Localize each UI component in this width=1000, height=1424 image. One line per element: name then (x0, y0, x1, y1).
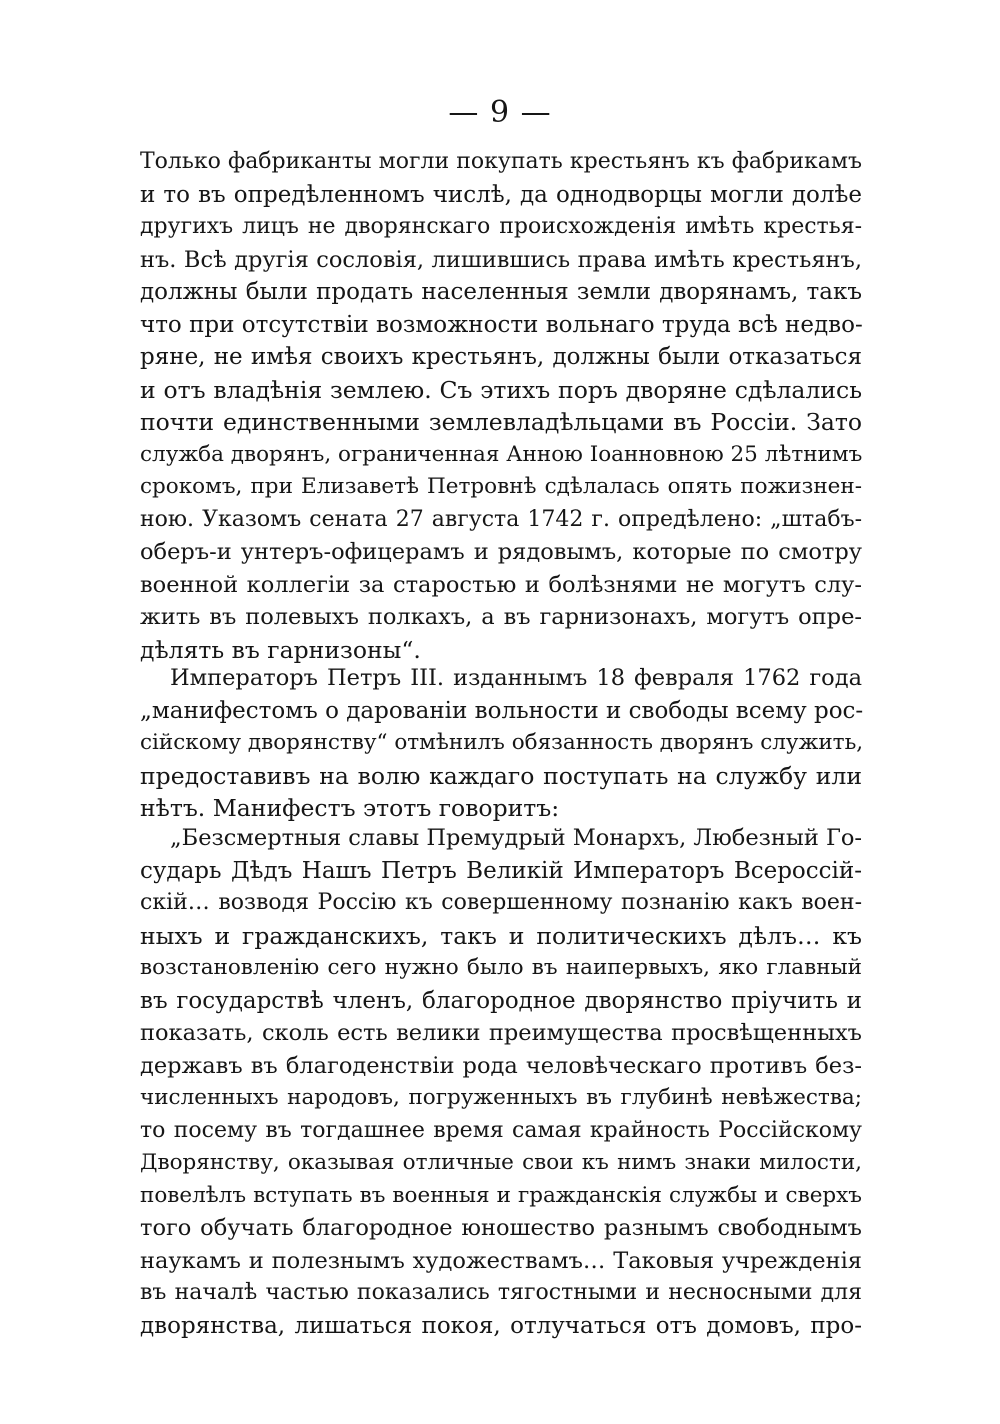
text-line: показать, сколь есть велики преимущества просвѣщенныхъ (140, 1020, 862, 1046)
text-line: наукамъ и полезнымъ художествамъ… Таковыя учрежденія (140, 1247, 862, 1274)
text-line: сійскому дворянству“ отмѣнилъ обязанность дворянъ служить, (140, 730, 864, 755)
paragraph-land-ownership (140, 146, 862, 666)
text-line: то посему въ тогдашнее время самая крайность Россійскому (140, 1117, 862, 1143)
text-line: должны были продать населенныя земли дворянамъ, такъ (140, 279, 862, 305)
text-line: Дворянству, оказывая отличные свои къ нимъ знаки милости, (140, 1150, 862, 1175)
text-line: въ государствѣ членъ, благородное дворянство пріучить и (140, 987, 862, 1014)
text-line: ною. Указомъ сената 27 августа 1742 г. опредѣлено: „штабъ- (140, 506, 862, 532)
text-line: Только фабриканты могли покупать крестьянъ къ фабрикамъ (140, 149, 862, 174)
text-line: нѣтъ. Манифестъ этотъ говоритъ: (140, 794, 560, 822)
text-line: предоставивъ на волю каждаго поступать на службу или (140, 761, 862, 790)
text-line: жить въ полевыхъ полкахъ, а въ гарнизонахъ, могутъ опре- (140, 604, 862, 630)
text-line: повелѣлъ вступать въ военныя и гражданскія службы и сверхъ (140, 1182, 862, 1208)
page-number: — 9 — (448, 95, 552, 130)
text-line: численныхъ народовъ, погруженныхъ въ глубинѣ невѣжества; (140, 1085, 862, 1110)
text-line: дворянства, лишаться покоя, отлучаться отъ домовъ, про- (140, 1312, 862, 1339)
paragraph-manifesto-quote (140, 822, 862, 1342)
text-line: военной коллегіи за старостью и болѣзнями не могутъ слу- (140, 571, 862, 598)
text-line: что при отсутствіи возможности вольнаго труда всѣ недво- (140, 311, 863, 338)
text-line: скій… возводя Россію къ совершенному познанію какъ воен- (140, 890, 862, 915)
paragraph-peter-iii-manifesto (140, 662, 862, 825)
text-line: державъ въ благоденствіи рода человѣческаго противъ без- (140, 1052, 862, 1079)
text-line: того обучать благородное юношество разнымъ свободнымъ (140, 1215, 862, 1241)
text-line: Императоръ Петръ III. изданнымъ 18 февраля 1762 года (170, 665, 862, 691)
text-line: другихъ лицъ не дворянскаго происхожденія имѣть крестья- (140, 214, 862, 239)
text-line: почти единственными землевладѣльцами въ Россіи. Зато (140, 408, 862, 436)
text-line: „манифестомъ о дарованіи вольности и свободы всему рос- (140, 697, 864, 724)
text-line: дѣлять въ гарнизоны“. (140, 635, 421, 664)
text-line: сударь Дѣдъ Нашъ Петръ Великій Императоръ Всероссій- (140, 857, 862, 884)
text-line: нъ. Всѣ другія сословія, лишившись права имѣть крестьянъ, (140, 246, 862, 273)
text-line: оберъ-и унтеръ-офицерамъ и рядовымъ, которые по смотру (140, 539, 862, 565)
text-line: ныхъ и гражданскихъ, такъ и политическихъ дѣлъ… къ (140, 921, 862, 950)
text-line: и то въ опредѣленномъ числѣ, да однодворцы могли долѣе (140, 181, 862, 208)
text-line: служба дворянъ, ограниченная Анною Іоанновною 25 лѣтнимъ (140, 441, 863, 467)
text-line: срокомъ, при Елизаветѣ Петровнѣ сдѣлалась опять пожизнен- (140, 474, 862, 499)
text-line: „Безсмертныя славы Премудрый Монархъ, Любезный Го- (170, 825, 863, 851)
text-line: возстановленію сего нужно было въ наипервыхъ, яко главный (140, 955, 862, 980)
text-line: ряне, не имѣя своихъ крестьянъ, должны были отказаться (140, 344, 862, 370)
text-line: и отъ владѣнія землею. Съ этихъ поръ дворяне сдѣлались (140, 375, 862, 404)
text-line: въ началѣ частью показались тягостными и несносными для (140, 1280, 862, 1305)
